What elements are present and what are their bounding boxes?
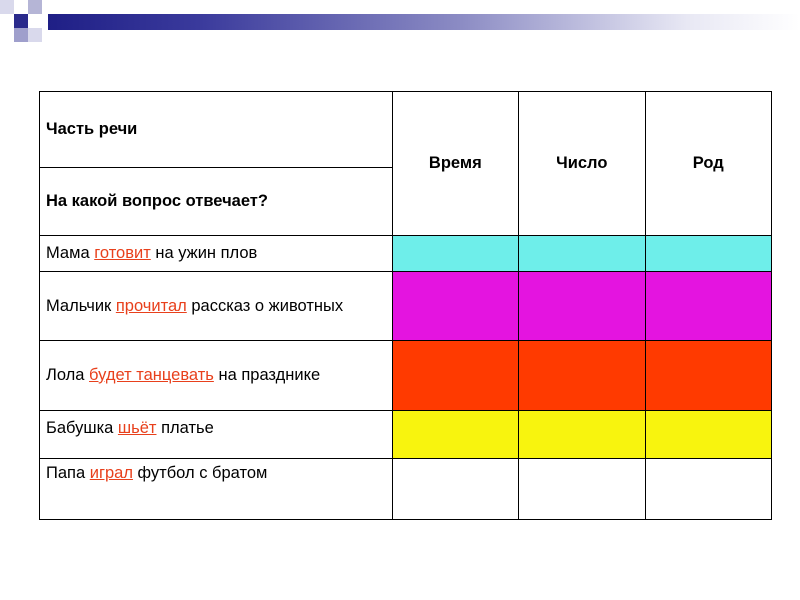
- decor-square: [14, 14, 28, 28]
- decor-square: [14, 28, 28, 42]
- gender-cell: [645, 236, 772, 272]
- sentence-text: футбол с братом: [132, 464, 268, 482]
- tense-cell: [392, 411, 518, 459]
- sentence-cell: [40, 411, 393, 459]
- sentence-text: на празднике: [213, 366, 321, 384]
- header-tense: Время: [392, 92, 518, 236]
- verb-word: шьёт: [117, 419, 157, 437]
- sentence-text: на ужин плов: [150, 244, 258, 262]
- decor-square: [28, 28, 42, 42]
- tense-cell: [392, 459, 518, 520]
- number-cell: [519, 459, 645, 520]
- gender-cell: [645, 411, 772, 459]
- sentence-text: Мама: [46, 244, 95, 262]
- table-row: [40, 341, 772, 411]
- decor-square: [0, 14, 14, 28]
- header-question: На какой вопрос отвечает?: [40, 168, 393, 236]
- verb-word: играл: [89, 464, 133, 482]
- sentence-cell: [40, 459, 393, 520]
- decor-square: [28, 0, 42, 14]
- header-gender: Род: [645, 92, 772, 236]
- table-row: [40, 411, 772, 459]
- verb-word: будет танцевать: [89, 366, 214, 384]
- grammar-table: [39, 91, 772, 520]
- header-row: [40, 92, 772, 168]
- table-row: [40, 236, 772, 272]
- sentence-text: Папа: [46, 464, 90, 482]
- gender-cell: [645, 341, 772, 411]
- decor-square: [28, 14, 42, 28]
- number-cell: [519, 411, 645, 459]
- tense-cell: [392, 272, 518, 341]
- header-number: Число: [519, 92, 645, 236]
- tense-cell: [392, 341, 518, 411]
- table-row: [40, 459, 772, 520]
- sentence-text: рассказ о животных: [186, 296, 344, 315]
- number-cell: [519, 272, 645, 341]
- header-gradient-band: [48, 14, 800, 30]
- sentence-text: Лола: [46, 366, 90, 384]
- header-part-of-speech: Часть речи: [40, 92, 393, 168]
- sentence-text: платье: [156, 419, 214, 437]
- gender-cell: [645, 272, 772, 341]
- decor-square: [14, 0, 28, 14]
- tense-cell: [392, 236, 518, 272]
- sentence-text: Бабушка: [46, 419, 118, 437]
- verb-word: готовит: [94, 244, 151, 262]
- sentence-cell: [40, 236, 393, 272]
- decor-square: [0, 0, 14, 14]
- number-cell: [519, 341, 645, 411]
- table-row: [40, 272, 772, 341]
- gender-cell: [645, 459, 772, 520]
- verb-word: прочитал: [115, 296, 187, 315]
- sentence-text: Мальчик: [46, 296, 116, 315]
- sentence-cell: [40, 272, 393, 341]
- number-cell: [519, 236, 645, 272]
- sentence-cell: [40, 341, 393, 411]
